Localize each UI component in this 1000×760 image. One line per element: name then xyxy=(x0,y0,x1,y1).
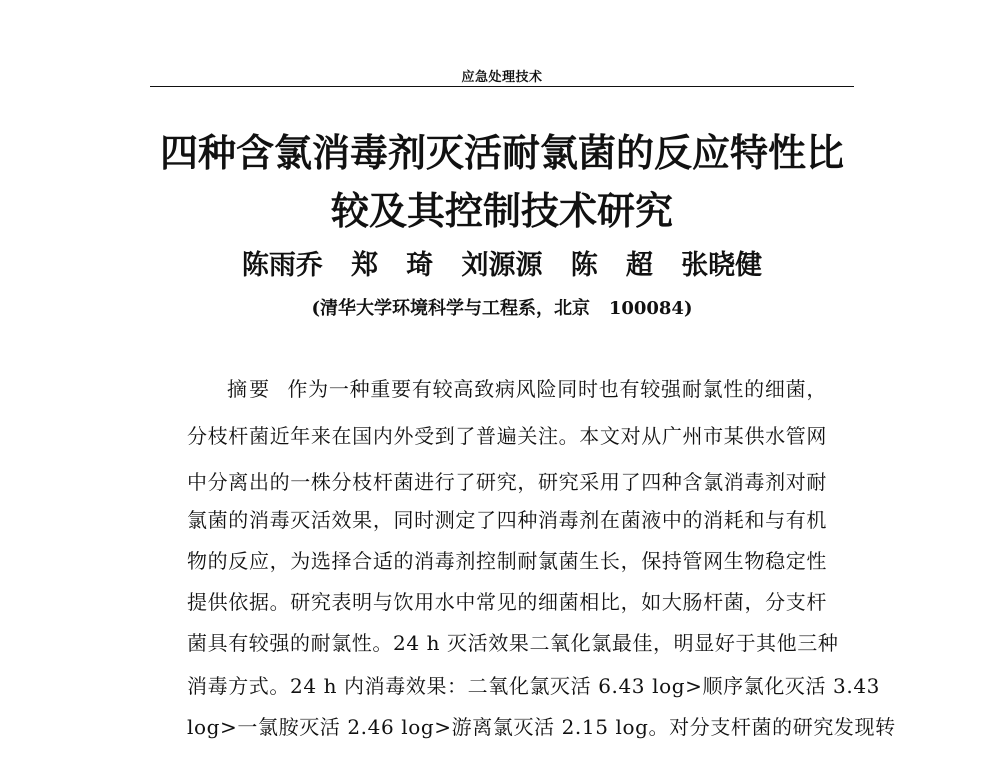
affiliation: (清华大学环境科学与工程系，北京 100084) xyxy=(311,298,693,319)
paper-title-line-1: 四种含氯消毒剂灭活耐氯菌的反应特性比 xyxy=(159,130,844,175)
running-header: 应急处理技术 xyxy=(461,70,543,85)
abstract-line: 氯菌的消毒灭活效果，同时测定了四种消毒剂在菌液中的消耗和与有机 xyxy=(187,508,827,532)
abstract-line: 摘要 作为一种重要有较高致病风险同时也有较强耐氯性的细菌， xyxy=(227,377,827,401)
header-rule xyxy=(150,86,854,87)
abstract-label: 摘要 xyxy=(227,377,272,401)
abstract-line: 分枝杆菌近年来在国内外受到了普遍关注。本文对从广州市某供水管网 xyxy=(187,424,827,448)
abstract-line: 菌具有较强的耐氯性。24 h 灭活效果二氧化氯最佳，明显好于其他三种 xyxy=(187,631,839,655)
author-list: 陈雨乔 郑 琦 刘源源 陈 超 张晓健 xyxy=(241,250,763,281)
paper-title-line-2: 较及其控制技术研究 xyxy=(330,188,673,233)
abstract-line: 中分离出的一株分枝杆菌进行了研究，研究采用了四种含氯消毒剂对耐 xyxy=(187,470,827,494)
abstract-line: 消毒方式。24 h 内消毒效果：二氧化氯灭活 6.43 log>顺序氯化灭活 3.43 xyxy=(187,674,880,698)
abstract-line: log>一氯胺灭活 2.46 log>游离氯灭活 2.15 log。对分支杆菌的研究发现转 xyxy=(187,715,896,739)
abstract-line: 提供依据。研究表明与饮用水中常见的细菌相比，如大肠杆菌，分支杆 xyxy=(187,590,827,614)
abstract-line: 物的反应，为选择合适的消毒剂控制耐氯菌生长，保持管网生物稳定性 xyxy=(187,549,827,573)
